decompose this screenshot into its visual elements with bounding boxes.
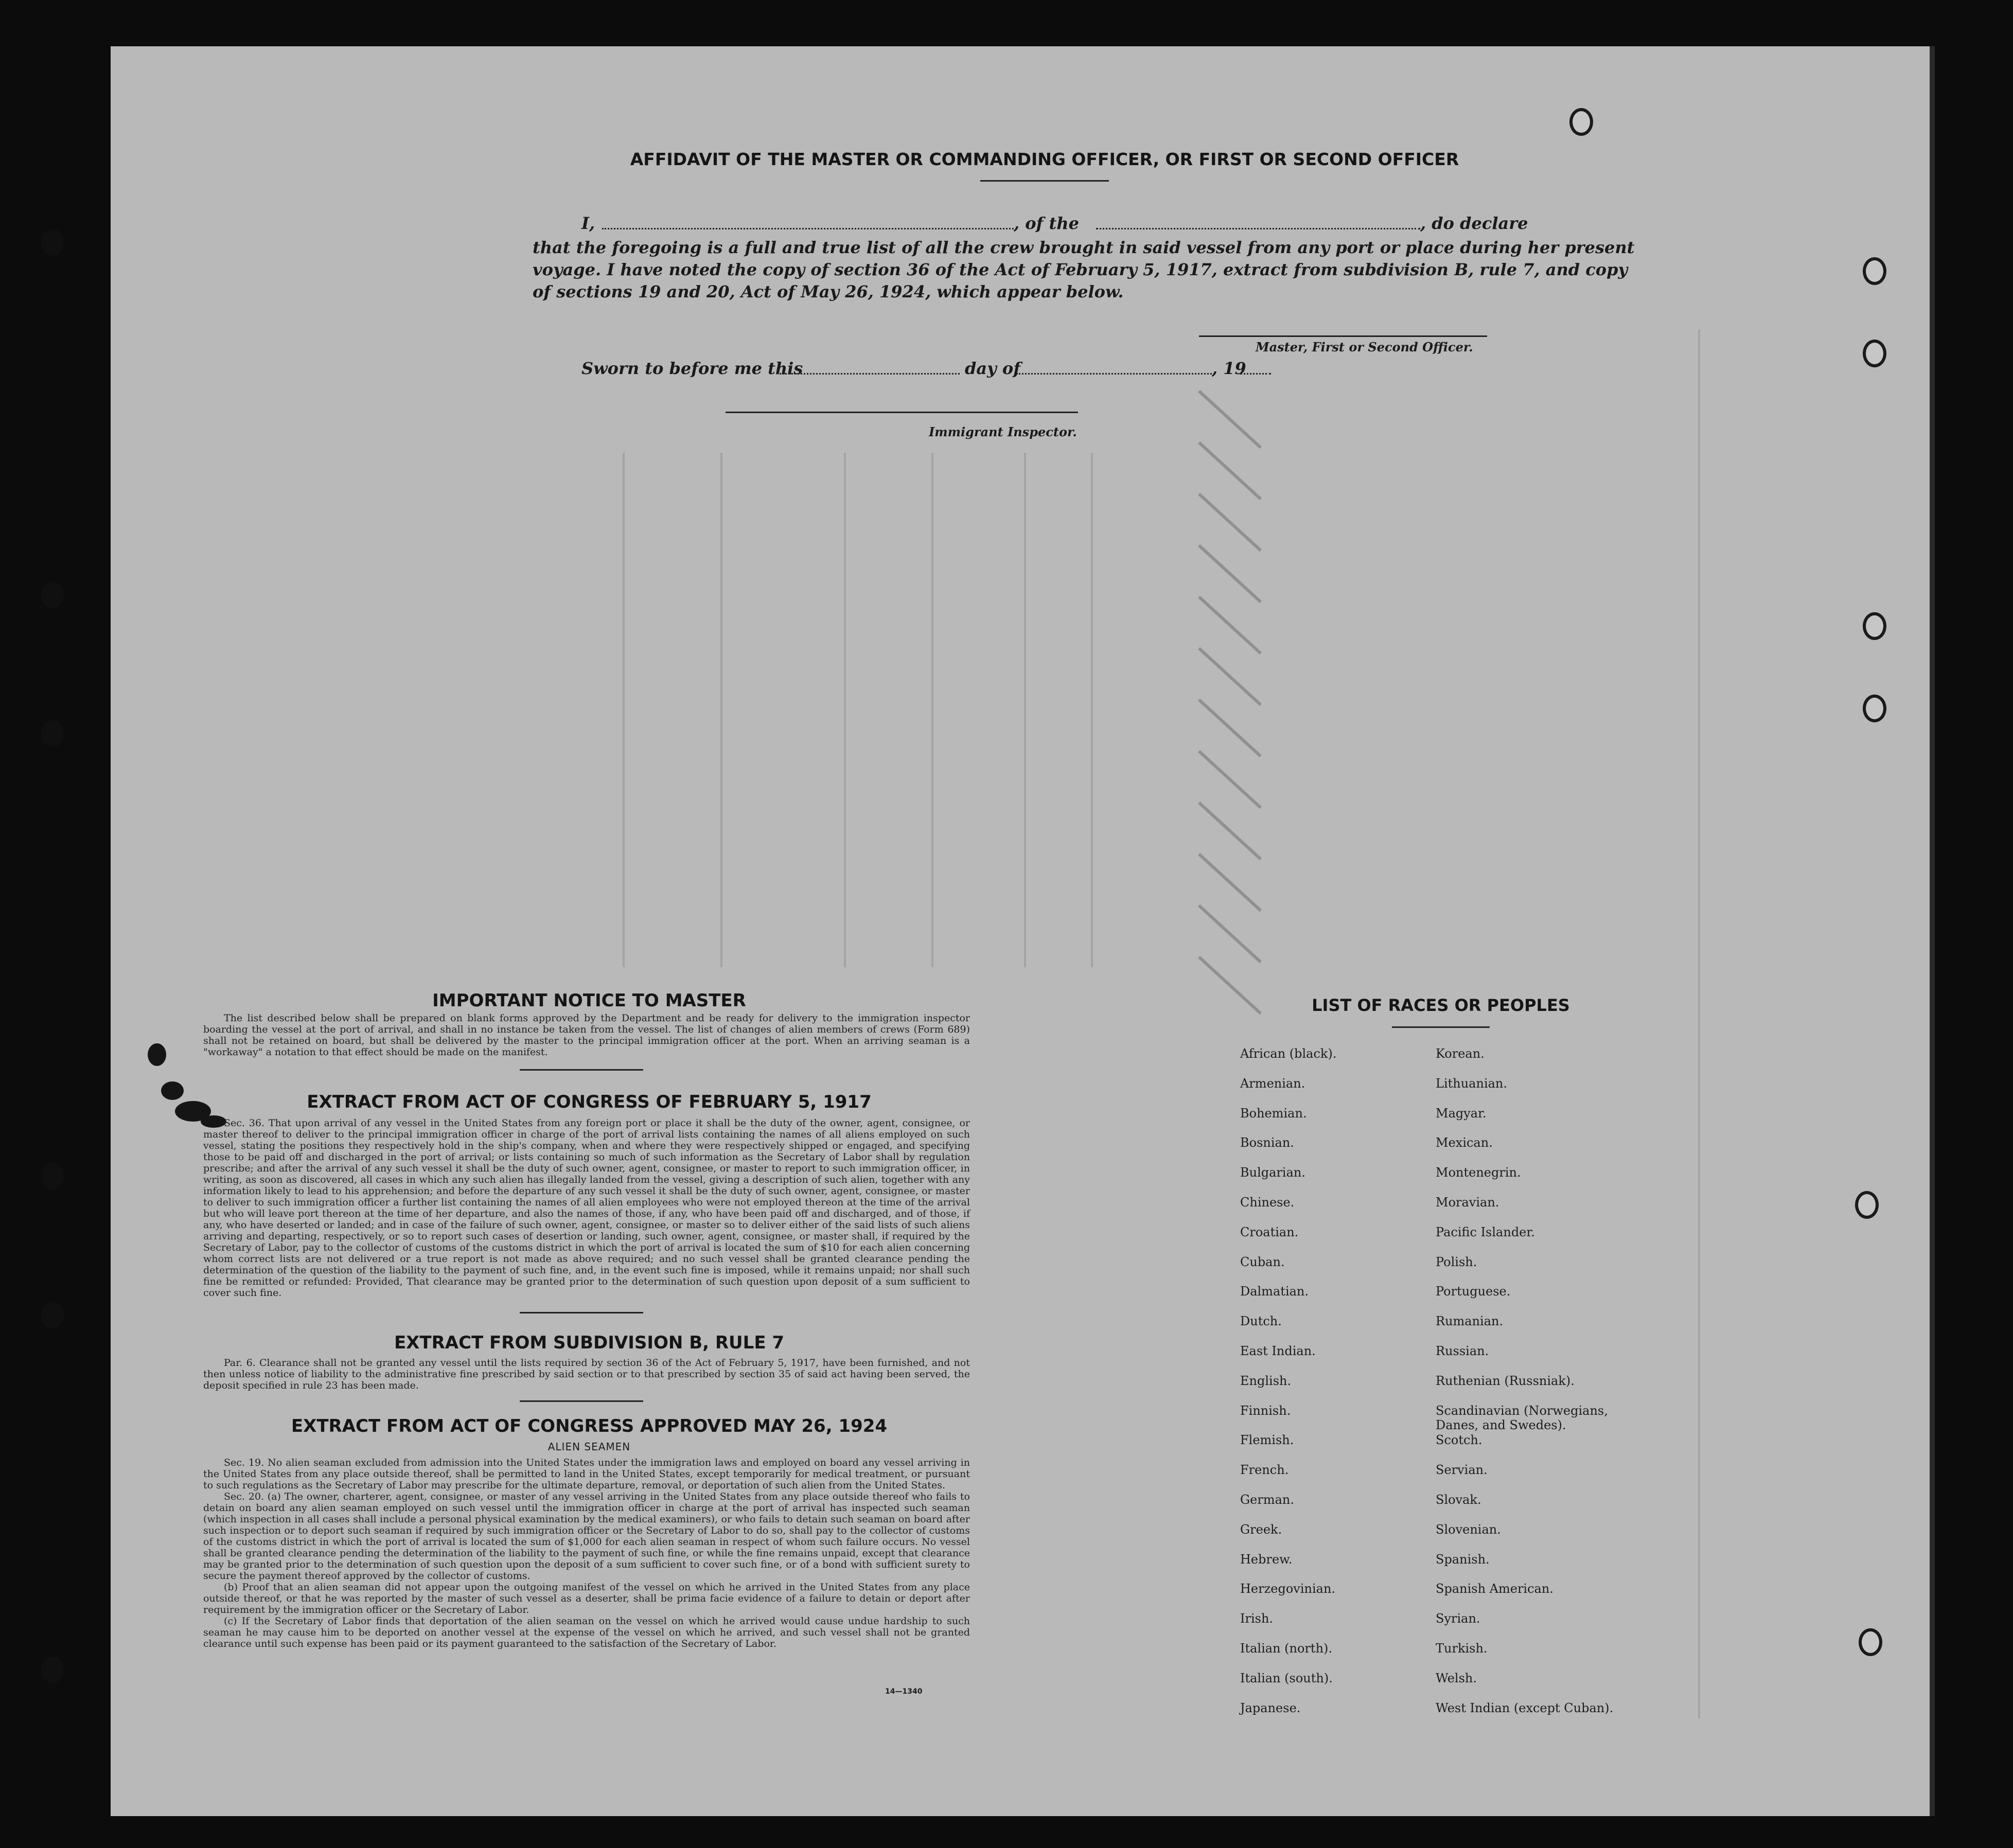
subdivision-body: Par. 6. Clearance shall not be granted any vessel until the lists required by section 36 of the Act of February 5, 1917, have been furnished, and not then unless notice of liability to the administrative fine prescribed by said section or to that prescribed by section 35 of said act having been served, the deposit specified in rule 23 has been made. (203, 1357, 970, 1391)
race-item: Bosnian. (1240, 1135, 1294, 1150)
race-item: Armenian. (1240, 1076, 1305, 1091)
vessel-blank (1096, 228, 1420, 229)
race-item: East Indian. (1240, 1343, 1316, 1358)
master-caption: Master, First or Second Officer. (1256, 340, 1473, 354)
sec19-text: Sec. 19. No alien seaman excluded from admission into the United States under the immigration laws and employed on board any vessel arriving in the United States from any place outside thereof, shall be permitted to land in the United States, except temporarily for medical treatment, or pursuant to such regulations as the Secretary of Labor may prescribe for the ultimate departure, removal, or deportation of such alien from the United States. (203, 1457, 970, 1491)
races-column-2 (1436, 1046, 1641, 1730)
bleed-through-marks (1184, 381, 1317, 1060)
affidavit-of-the: , of the (1014, 214, 1079, 233)
race-item: Chinese. (1240, 1195, 1295, 1210)
sworn-year: , 19 (1212, 359, 1246, 378)
alien-seamen-subtitle: ALIEN SEAMEN (548, 1441, 631, 1453)
extract-1924-body (203, 1457, 970, 1649)
race-item: Bohemian. (1240, 1106, 1307, 1121)
race-item: Spanish. (1436, 1552, 1490, 1567)
affidavit-declare: , do declare (1420, 214, 1528, 233)
binder-ring (1863, 340, 1886, 367)
race-item: Mexican. (1436, 1135, 1493, 1150)
race-item: Scotch. (1436, 1433, 1482, 1448)
race-item: Greek. (1240, 1522, 1282, 1537)
name-blank (602, 228, 1014, 229)
race-item: Syrian. (1436, 1611, 1480, 1626)
race-item: Dutch. (1240, 1314, 1282, 1329)
binder-ring (1569, 108, 1593, 136)
race-item: Hebrew. (1240, 1552, 1293, 1567)
race-item: Pacific Islander. (1436, 1224, 1535, 1239)
race-item: Slovak. (1436, 1492, 1481, 1507)
race-item: Flemish. (1240, 1433, 1294, 1448)
race-item: Italian (south). (1240, 1671, 1333, 1685)
binder-hole (41, 229, 64, 256)
notice-body: The list described below shall be prepared on blank forms approved by the Department and be ready for delivery to the immigration inspector boarding the vessel at the port of arrival, and shall in no instance be taken from the vessel. The list of changes of alien members of crews (Form 689) shall not be retained on board, but shall be delivered by the master to the principal immigration officer at the port. When an arriving seaman is a "workaway" a notation to that effect should be made on the manifest. (203, 1012, 970, 1058)
affidavit-line3: voyage. I have noted the copy of section 36 of the Act of February 5, 1917, extract from subdivision B, rule 7, and copy (533, 260, 1628, 279)
divider (1392, 1026, 1490, 1028)
binder-ring (1863, 257, 1886, 285)
sworn-prefix: Sworn to before me this (581, 359, 803, 378)
binder-ring (1863, 695, 1886, 722)
divider (520, 1400, 643, 1402)
binder-hole (41, 1302, 64, 1328)
bleed-line (931, 453, 933, 967)
divider (520, 1312, 643, 1313)
race-item: Croatian. (1240, 1224, 1299, 1239)
bleed-line (1024, 453, 1026, 967)
year-blank (1240, 373, 1271, 375)
race-item: Welsh. (1436, 1671, 1477, 1685)
race-item: Dalmatian. (1240, 1284, 1309, 1299)
subdivision-title: EXTRACT FROM SUBDIVISION B, RULE 7 (394, 1332, 785, 1353)
race-item: Korean. (1436, 1046, 1485, 1061)
notice-title: IMPORTANT NOTICE TO MASTER (432, 990, 746, 1011)
binder-hole (41, 581, 64, 608)
race-item: Russian. (1436, 1343, 1489, 1358)
title-underline (980, 180, 1109, 182)
affidavit-title: AFFIDAVIT OF THE MASTER OR COMMANDING OFFICER, OR FIRST OR SECOND OFFICER (630, 149, 1459, 169)
affidavit-i: I, (581, 214, 595, 233)
race-item: Rumanian. (1436, 1314, 1504, 1329)
races-title: LIST OF RACES OR PEOPLES (1312, 996, 1570, 1015)
divider (520, 1069, 643, 1071)
sworn-day: day of (965, 359, 1020, 378)
extract-1924-title: EXTRACT FROM ACT OF CONGRESS APPROVED MAY 26, 1924 (291, 1416, 888, 1436)
race-item: Ruthenian (Russniak). (1436, 1373, 1575, 1388)
extract-1917-body: Sec. 36. That upon arrival of any vessel in the United States from any foreign port or place it shall be the duty of the owner, agent, consignee, or master thereof to deliver to the principal immigration officer in charge of the port of arrival lists containing the names of all aliens employed on such vessel, stating the positions they respectively hold in the ship's company, when and where they were respectively shipped or engaged, and specifying those to be paid off and discharged in the port of arrival; or lists containing so much of such information as the Secretary of Labor shall by regulation prescribe; and after the arrival of any such vessel it shall be the duty of such owner, agent, consignee, or master to report to such immigration officer, in writing, as soon as discovered, all cases in which any such alien has illegally landed from the vessel, giving a description of such alien, together with any information likely to lead to his apprehension; and before the departure of any such vessel it shall be the duty of such owner, agent, consignee, or master to deliver to such immigration officer a further list containing the names of all alien employees who were not employed thereon at the time of the arrival but who will leave port thereon at the time of her departure, and also the names of those, if any, who have been paid off and discharged, and of those, if any, who have deserted or landed; and in case of the failure of such owner, agent, consignee, or master so to deliver either of the said lists of such aliens arriving and departing, respectively, or so to report such cases of desertion or landing, such owner, agent, consignee, or master shall, if required by the Secretary of Labor, pay to the collector of customs of the customs district in which the port of arrival is located the sum of $10 for each alien concerning whom correct lists are not delivered or a true report is not made as above required; and no such vessel shall be granted clearance pending the determination of the question of the liability to the payment of such fine, and, in the event such fine is imposed, while it remains unpaid; nor shall such fine be remitted or refunded: Provided, That clearance may be granted prior to the determination of such question upon deposit of a sum sufficient to cover such fine. (203, 1117, 970, 1299)
races-column-1 (1240, 1046, 1436, 1730)
binder-ring (1863, 612, 1886, 640)
binder-hole (41, 1163, 64, 1189)
bleed-line (720, 453, 722, 967)
bleed-line (623, 453, 625, 967)
sec20c-text: (c) If the Secretary of Labor finds that deportation of the alien seaman on the vessel on which he arrived would cause undue hardship to such seaman he may cause him to be deported on another vessel at the expense of the vessel on which he arrived, and such vessel shall not be granted clearance until such expense has been paid or its payment guaranteed to the satisfaction of the Secretary of Labor. (203, 1615, 970, 1649)
race-item: Japanese. (1240, 1700, 1301, 1715)
form-number: 14—1340 (885, 1687, 923, 1696)
race-item: Magyar. (1436, 1106, 1487, 1121)
race-item: Scandinavian (Norwegians, Danes, and Swedes). (1436, 1403, 1608, 1432)
bleed-line (844, 453, 846, 967)
inspector-signature-line (726, 412, 1078, 413)
binder-hole (41, 720, 64, 747)
bleed-line (1091, 453, 1093, 967)
binder-ring (1859, 1628, 1882, 1656)
race-item: Moravian. (1436, 1195, 1499, 1210)
race-item: Cuban. (1240, 1254, 1285, 1269)
race-item: Italian (north). (1240, 1641, 1333, 1656)
binder-hole (41, 1657, 64, 1683)
race-item: Lithuanian. (1436, 1076, 1508, 1091)
race-item: Irish. (1240, 1611, 1274, 1626)
race-item: Bulgarian. (1240, 1165, 1305, 1180)
affidavit-line4: of sections 19 and 20, Act of May 26, 1924, which appear below. (533, 282, 1124, 301)
race-item: English. (1240, 1373, 1292, 1388)
race-item: German. (1240, 1492, 1294, 1507)
race-item: Servian. (1436, 1463, 1488, 1478)
race-item: Spanish American. (1436, 1582, 1553, 1596)
race-item: Finnish. (1240, 1403, 1291, 1418)
day-blank (780, 373, 960, 375)
extract-1917-title: EXTRACT FROM ACT OF CONGRESS OF FEBRUARY 5, 1917 (307, 1092, 872, 1112)
binder-ring (1855, 1191, 1879, 1219)
affidavit-line2: that the foregoing is a full and true list of all the crew brought in said vessel from any port or place during her present (533, 238, 1635, 257)
race-item: West Indian (except Cuban). (1436, 1700, 1614, 1715)
race-item: Montenegrin. (1436, 1165, 1521, 1180)
race-item: Polish. (1436, 1254, 1477, 1269)
race-item: Turkish. (1436, 1641, 1488, 1656)
race-item: Herzegovinian. (1240, 1582, 1336, 1596)
race-item: African (black). (1240, 1046, 1337, 1061)
master-signature-line (1199, 335, 1487, 337)
month-blank (1016, 373, 1212, 375)
race-item: Slovenian. (1436, 1522, 1501, 1537)
sec20a-text: Sec. 20. (a) The owner, charterer, agent, consignee, or master of any vessel arriving in the United States from any place outside thereof who fails to detain on board any alien seaman employed on such vessel until the immigration officer in charge at the port of arrival has inspected such seaman (which inspection in all cases shall include a personal physical examination by the medical examiners), or who fails to detain such seaman on board after such inspection or to deport such seaman if required by such immigration officer or the Secretary of Labor to do so, shall pay to the collector of customs of the customs district in which the port of arrival is located the sum of $1,000 for each alien seaman in respect of whom such failure occurs. No vessel shall be granted clearance pending the determination of the liability to the payment of such fine, or while the fine remains unpaid, except that clearance may be granted prior to the determination of such question upon the deposit of a sum sufficient to cover such fine, or of a bond with sufficient surety to secure the payment thereof approved by the collector of customs. (203, 1491, 970, 1582)
inspector-caption: Immigrant Inspector. (929, 424, 1077, 439)
bleed-line (1698, 329, 1700, 1718)
race-item: Portuguese. (1436, 1284, 1511, 1299)
race-item: French. (1240, 1463, 1289, 1478)
sec20b-text: (b) Proof that an alien seaman did not appear upon the outgoing manifest of the vessel on which he arrived in the United States from any place outside thereof, or that he was reported by the master of such vessel as a deserter, shall be prima facie evidence of a failure to detain or deport after requirement by the immigration officer or the Secretary of Labor. (203, 1582, 970, 1615)
